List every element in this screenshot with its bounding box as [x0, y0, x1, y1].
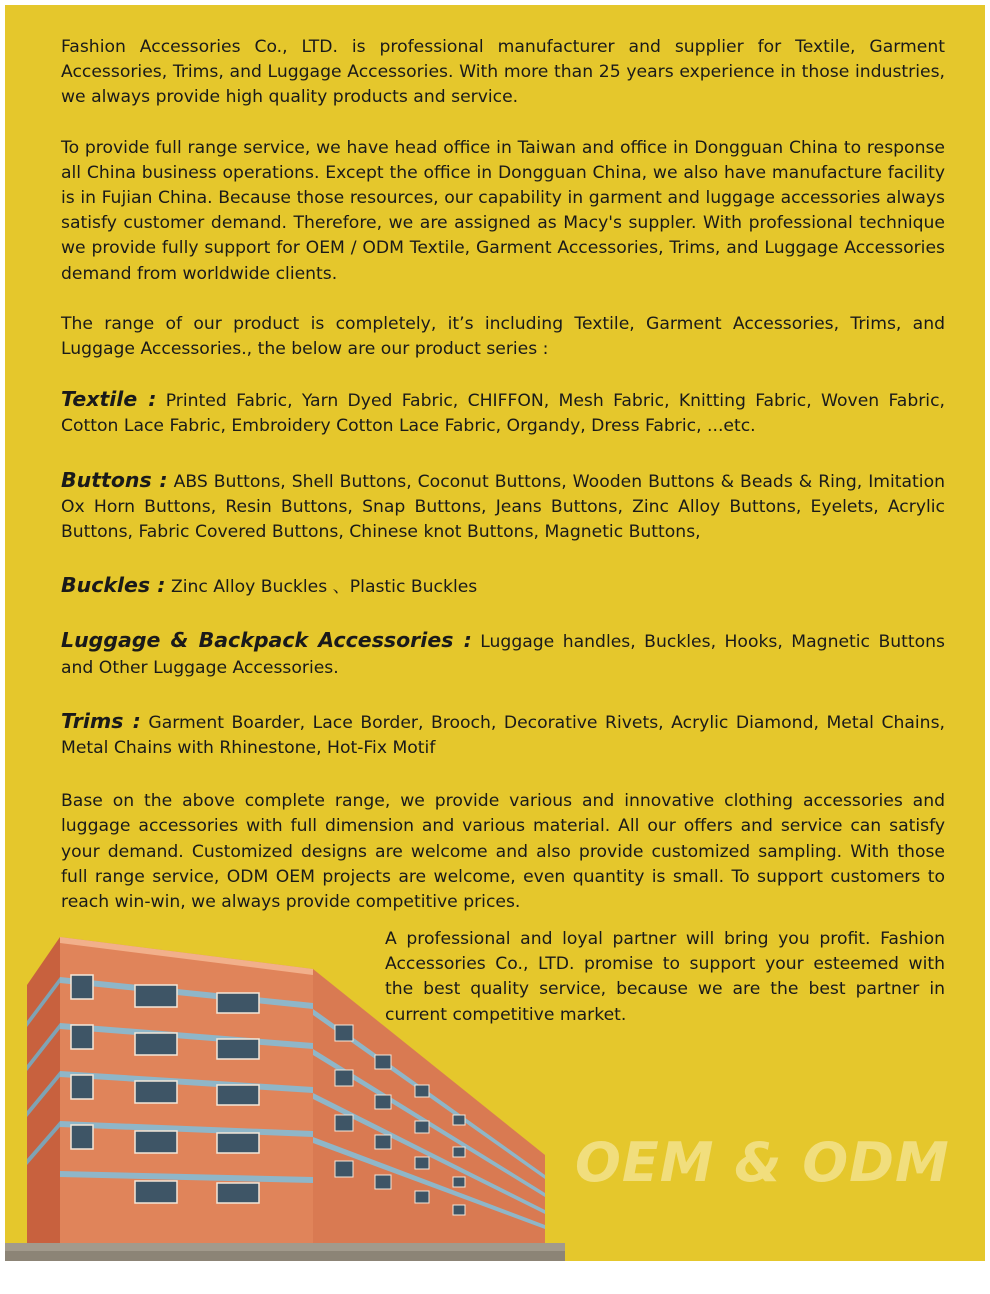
series-buckles — [61, 573, 945, 600]
series-label: Textile : — [61, 387, 157, 412]
series-label: Buttons : — [61, 467, 168, 492]
series-label: Trims : — [61, 708, 141, 733]
series-text: Zinc Alloy Buckles 、Plastic Buckles — [165, 577, 478, 598]
intro-paragraph-3: The range of our product is completely, it’s including Textile, Garment Accessories, Trims, and Luggage Accessories., the below are our product series : — [61, 313, 945, 360]
summary-paragraph: Base on the above complete range, we provide various and innovative clothing accessories and luggage accessories with full dimension and various material. All our offers and service can satisfy your demand. Customized designs are welcome and also provide customized sampling. With those full range service, ODM OEM projects are welcome, even quantity is small. To support customers to reach win-win, we always provide competitive prices. — [61, 791, 945, 913]
series-label: Luggage & Backpack Accessories : — [61, 628, 472, 653]
series-luggage — [61, 628, 945, 680]
intro-paragraph-1: Fashion Accessories Co., LTD. is professional manufacturer and supplier for Textile, Garment Accessories, Trims, and Luggage Accessories. With more than 25 years experience in those industries, we always provide high quality products and service. — [61, 37, 945, 108]
series-text: ABS Buttons, Shell Buttons, Coconut Buttons, Wooden Buttons & Beads & Ring, Imitation Ox Horn Buttons, Resin Buttons, Snap Buttons, Jeans Buttons, Zinc Alloy Buttons, Eyelets, Acrylic Buttons, Fabric Covered Buttons, Chinese knot Buttons, Magnetic Buttons, — [61, 471, 945, 543]
series-buttons — [61, 468, 945, 546]
series-label: Buckles : — [61, 573, 166, 598]
series-textile — [61, 387, 945, 439]
text-column — [61, 35, 945, 940]
series-text: Luggage handles, Buckles, Hooks, Magnetic Buttons and Other Luggage Accessories. — [61, 632, 946, 678]
brochure-page — [5, 5, 985, 1261]
intro-paragraph-2: To provide full range service, we have head office in Taiwan and office in Dongguan China to response all China business operations. Except the office in Dongguan China, we also have manufacture facility is in Fujian China. Because those resources, our capability in garment and luggage accessories always satisfy customer demand. Therefore, we are assigned as Macy's suppler. With professional technique we provide fully support for OEM / ODM Textile, Garment Accessories, Trims, and Luggage Accessories demand from worldwide clients. — [61, 137, 945, 284]
factory-building-image — [5, 925, 565, 1261]
series-text: Garment Boarder, Lace Border, Brooch, Decorative Rivets, Acrylic Diamond, Metal Chains, Metal Chains with Rhinestone, Hot-Fix Motif — [61, 712, 945, 759]
closing-paragraph: A professional and loyal partner will bring you profit. Fashion Accessories Co., LTD. promise to support your esteemed with the best quality service, because we are the best partner in current competitive market. — [385, 929, 945, 1025]
series-text: Printed Fabric, Yarn Dyed Fabric, CHIFFON, Mesh Fabric, Knitting Fabric, Woven Fabric, Cotton Lace Fabric, Embroidery Cotton Lace Fabric, Organdy, Dress Fabric, ...etc. — [61, 391, 945, 437]
series-trims — [61, 709, 945, 761]
oem-odm-watermark: OEM & ODM — [575, 1131, 950, 1194]
